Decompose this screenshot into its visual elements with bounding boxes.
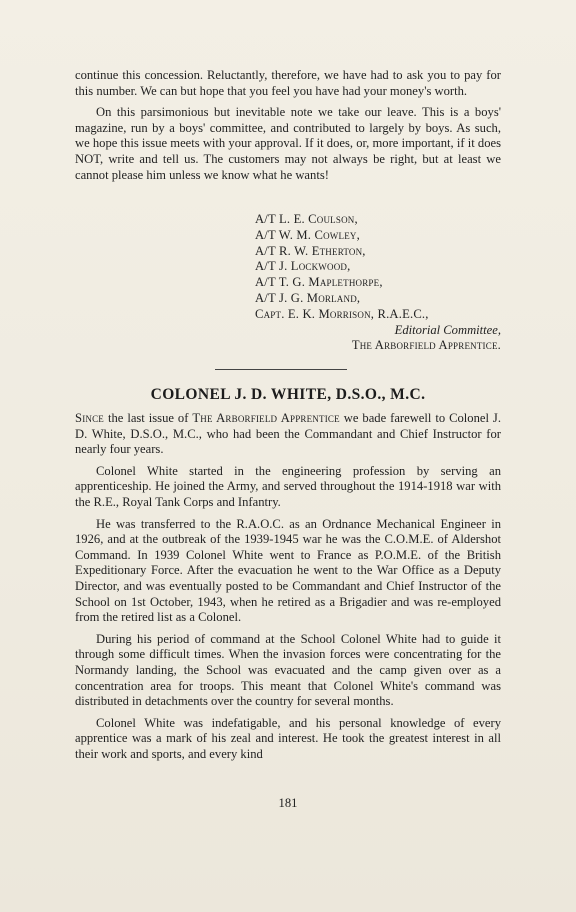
signature-name: A/T R. W. Etherton,: [255, 243, 366, 258]
signature-name: A/T J. G. Morland,: [255, 290, 361, 305]
drop-word: Since: [75, 411, 105, 425]
article-body: [75, 411, 501, 768]
committee-label: Editorial Committee,: [394, 322, 501, 337]
signature-block: [255, 212, 505, 354]
publication-name: The Arborfield Apprentice: [192, 411, 340, 425]
article-title: COLONEL J. D. WHITE, D.S.O., M.C.: [150, 386, 426, 403]
signature-name: A/T W. M. Cowley,: [255, 227, 360, 242]
editorial-text: [75, 68, 501, 189]
page-number: 181: [278, 796, 298, 810]
section-divider: [215, 369, 347, 370]
signature-name: A/T L. E. Coulson,: [255, 212, 358, 226]
signature-name: A/T J. Lockwood,: [255, 259, 351, 274]
signature-name: Capt. E. K. Morrison, R.A.E.C.,: [255, 306, 429, 321]
signature-name: A/T T. G. Maplethorpe,: [255, 275, 383, 290]
paragraph: On this parsimonious but inevitable note we take our leave. This is a boys' magazine, run by a boys' committee, and contributed to largely by boys. As such, we hope this issue meets with your approval. If it does, or, more important, if it does NOT, write and tell us. The customers may not always be right, but at least we cannot please him unless we know what he wants!: [75, 105, 501, 182]
paragraph: Colonel White started in the engineering profession by serving an apprenticeship. He joined the Army, and served throughout the 1914-1918 war with the R.E., Royal Tank Corps and Infantry.: [75, 463, 501, 509]
publication-name: The Arborfield Apprentice.: [351, 338, 501, 353]
paragraph: Colonel White was indefatigable, and his personal knowledge of every apprentice was a mark of his zeal and interest. He took the greatest interest in all their work and sports, and every kind: [75, 715, 501, 761]
paragraph: continue this concession. Reluctantly, therefore, we have had to ask you to pay for this number. We can but hope that you feel you have had your money's worth.: [75, 68, 501, 98]
paragraph: During his period of command at the School Colonel White had to guide it through some difficult times. When the invasion forces were concentrating for the Normandy landing, the School was evacuated and the camp given over as a concentration area for troops. This meant that Colonel White's command was distributed in detachments over the country for several months.: [75, 631, 501, 709]
paragraph: Since the last issue of The Arborfield Apprentice we bade farewell to Colonel J. D. White, D.S.O., M.C., who had been the Commandant and Chief Instructor for nearly four years.: [75, 411, 501, 457]
paragraph: He was transferred to the R.A.O.C. as an Ordnance Mechanical Engineer in 1926, and at the outbreak of the 1939-1945 war he was the C.O.M.E. of Aldershot Command. In 1939 Colonel White went to France as P.O.M.E. of the British Expeditionary Force. After the evacuation he went to the War Office as a Deputy Director, and was eventually posted to be Commandant and Chief Instructor of the School on 1st October, 1943, when he retired as a Brigadier and was re-employed from the retired list as a Colonel.: [75, 516, 501, 625]
